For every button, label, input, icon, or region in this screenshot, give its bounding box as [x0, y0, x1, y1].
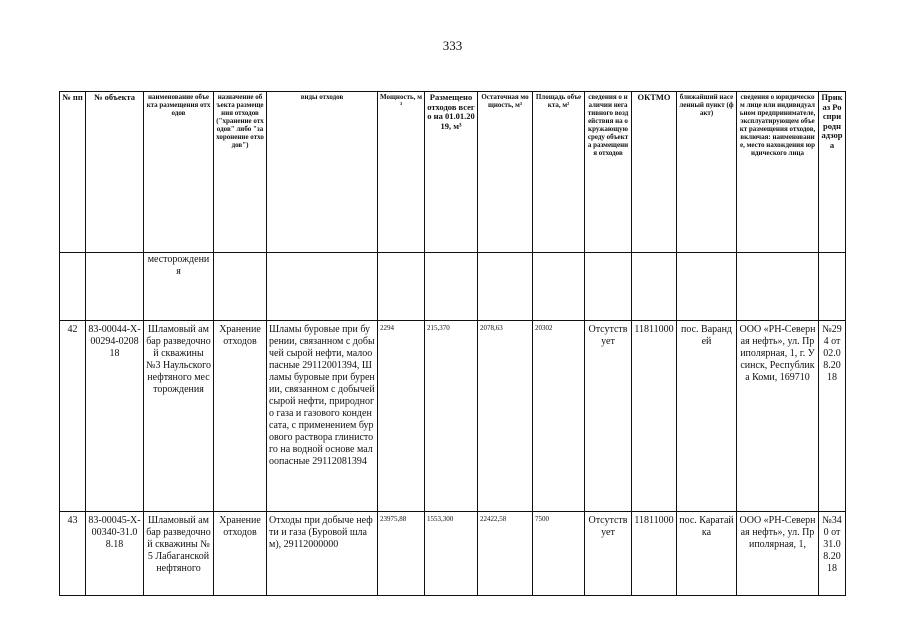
header-placed: Размещено отходов всего на 01.01.2019, м³	[425, 92, 478, 253]
cell-waste-types: Шламы буровые при бурении, связанном с добычей сырой нефти, малоопасные 29112001394, Шламы буровые при бурении, связанном с добычей сырой нефти, природного газа и газового конденсата, с применением бурового раствора глинистого на водной основе малоопасные 29112081394	[267, 321, 378, 512]
header-name: наименование объекта размещения отходов	[144, 92, 214, 253]
header-owner: сведения о юридическом лице или индивидуальном предпринимателе, эксплуатирующем объект размещения отходов, включая: наименование, место нахождения юридического лица	[737, 92, 819, 253]
cell-capacity: 23975,88	[378, 512, 425, 596]
header-row	[60, 92, 846, 253]
cell-settlement: пос. Каратайка	[677, 512, 737, 596]
page-number: 333	[442, 38, 463, 53]
cell-owner: ООО «РН-Северная нефть», ул. Приполярная, 1, г. Усинск, Республика Коми, 169710	[737, 321, 819, 512]
cell-num: 42	[60, 321, 86, 512]
cell-settlement: пос. Варандей	[677, 321, 737, 512]
cell-placed: 215,370	[425, 321, 478, 512]
cell-name: месторождения	[144, 253, 214, 321]
header-purpose: назначение объекта размещения отходов ("хранение отходов" либо "захоронение отходов")	[214, 92, 267, 253]
cell-purpose: Хранение отходов	[214, 512, 267, 596]
cell-owner: ООО «РН-Северная нефть», ул. Приполярная, 1,	[737, 512, 819, 596]
cell-purpose: Хранение отходов	[214, 321, 267, 512]
cell-impact: Отсутствует	[585, 512, 632, 596]
cell-order: №294 от 02.08.2018	[819, 321, 846, 512]
header-order: Приказ Росприроднадзора	[819, 92, 846, 253]
cell-area: 20302	[533, 321, 585, 512]
cell-order: №340 от 31.08.2018	[819, 512, 846, 596]
header-capacity: Мощность, м³	[378, 92, 425, 253]
header-oktmo: ОКТМО	[632, 92, 677, 253]
cell-object-num: 83-00045-Х-00340-31.08.18	[86, 512, 144, 596]
cell-oktmo: 11811000	[632, 321, 677, 512]
cell-name: Шламовый амбар разведочной скважины №3 Наульского нефтяного месторождения	[144, 321, 214, 512]
header-waste-types: виды отходов	[267, 92, 378, 253]
cell-placed: 1553,300	[425, 512, 478, 596]
waste-facility-registry-table	[59, 91, 846, 596]
header-impact: сведения о наличии негативного воздействия на окружающую среду объекта размещения отходов	[585, 92, 632, 253]
cell-name: Шламовый амбар разведочной скважины № 5 Лабаганской нефтяного	[144, 512, 214, 596]
table-row	[60, 512, 846, 596]
header-residual: Остаточная мощность, м³	[478, 92, 533, 253]
cell-waste-types: Отходы при добыче нефти и газа (Буровой шлам), 29112000000	[267, 512, 378, 596]
cell-residual: 22422,58	[478, 512, 533, 596]
table-row-continuation	[60, 253, 846, 321]
header-object-num: № объекта	[86, 92, 144, 253]
header-num: № пп	[60, 92, 86, 253]
cell-num: 43	[60, 512, 86, 596]
cell-area: 7500	[533, 512, 585, 596]
header-settlement: ближайший населенный пункт (факт)	[677, 92, 737, 253]
cell-object-num: 83-00044-Х-00294-020818	[86, 321, 144, 512]
table-row	[60, 321, 846, 512]
cell-residual: 2078,63	[478, 321, 533, 512]
cell-impact: Отсутствует	[585, 321, 632, 512]
cell-oktmo: 11811000	[632, 512, 677, 596]
header-area: Площадь объекта, м²	[533, 92, 585, 253]
cell-capacity: 2294	[378, 321, 425, 512]
